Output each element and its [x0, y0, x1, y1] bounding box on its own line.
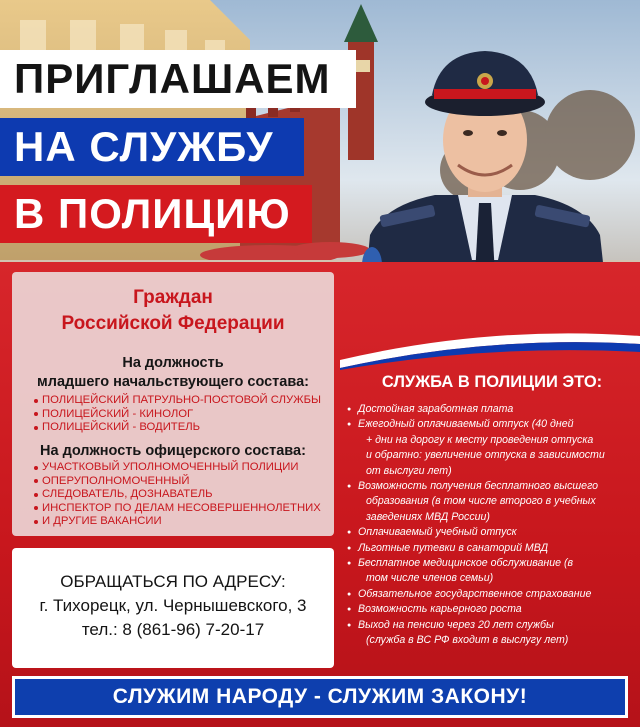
bullet-icon — [34, 399, 38, 403]
list-item: ПОЛИЦЕЙСКИЙ ПАТРУЛЬНО-ПОСТОВОЙ СЛУЖБЫ — [34, 394, 334, 408]
vacancies-panel — [12, 272, 334, 536]
bullet-icon — [34, 426, 38, 430]
list-item: ● Возможность получения бесплатного высшего образования (в том числе второго в учебных заведениях МВД России) — [346, 479, 636, 525]
address-street: г. Тихорецк, ул. Чернышевского, 3 — [39, 596, 307, 615]
headline-line-2: НА СЛУЖБУ — [14, 123, 274, 170]
panel-title-line-1: Граждан — [133, 287, 213, 308]
junior-heading-line-1: На должность — [122, 355, 224, 371]
bullet-icon — [34, 412, 38, 416]
list-item: СЛЕДОВАТЕЛЬ, ДОЗНАВАТЕЛЬ — [34, 488, 334, 502]
list-item: ПОЛИЦЕЙСКИЙ - ВОДИТЕЛЬ — [34, 421, 334, 435]
list-item: ● Выход на пенсию через 20 лет службы (служба в ВС РФ входит в выслугу лет) — [346, 618, 636, 649]
bullet-icon — [34, 466, 38, 470]
bullet-icon — [34, 479, 38, 483]
list-item: ● Достойная заработная плата — [346, 402, 636, 417]
bullet-icon — [34, 520, 38, 524]
junior-positions-list — [34, 394, 334, 435]
list-item: ● Оплачиваемый учебный отпуск — [346, 525, 636, 540]
headline-ribbon-red — [0, 185, 312, 243]
headline-ribbon-blue — [0, 118, 304, 176]
list-item: ИНСПЕКТОР ПО ДЕЛАМ НЕСОВЕРШЕННОЛЕТНИХ — [34, 502, 334, 516]
address-box — [12, 548, 334, 668]
list-item: И ДРУГИЕ ВАКАНСИИ — [34, 515, 334, 529]
flag-wave-decoration — [340, 330, 640, 370]
officer-heading: На должность офицерского состава: — [40, 443, 306, 459]
benefits-heading: СЛУЖБА В ПОЛИЦИИ ЭТО: — [381, 373, 603, 391]
list-item: ● Ежегодный оплачиваемый отпуск (40 дней + дни на дорогу к месту проведения отпуска и обратно: увеличение отпуска в зависимости от выслуги лет) — [346, 417, 636, 479]
slogan-text: СЛУЖИМ НАРОДУ - СЛУЖИМ ЗАКОНУ! — [112, 685, 528, 708]
benefits-list — [346, 402, 636, 649]
address-phone: тел.: 8 (861-96) 7-20-17 — [81, 620, 265, 639]
list-item: ● Льготные путевки в санаторий МВД — [346, 541, 636, 556]
officer-positions-list — [34, 461, 334, 529]
headline-ribbon-white — [0, 50, 356, 108]
panel-title-line-2: Российской Федерации — [61, 313, 285, 334]
headline-line-3: В ПОЛИЦИЮ — [14, 190, 291, 237]
list-item: ● Обязательное государственное страхование — [346, 587, 636, 602]
list-item: ● Бесплатное медицинское обслуживание (в том числе членов семьи) — [346, 556, 636, 587]
bullet-icon — [34, 493, 38, 497]
list-item: ПОЛИЦЕЙСКИЙ - КИНОЛОГ — [34, 408, 334, 422]
list-item: УЧАСТКОВЫЙ УПОЛНОМОЧЕННЫЙ ПОЛИЦИИ — [34, 461, 334, 475]
list-item: ОПЕРУПОЛНОМОЧЕННЫЙ — [34, 475, 334, 489]
list-item: ● Возможность карьерного роста — [346, 602, 636, 617]
slogan-bar — [12, 676, 628, 718]
address-heading: ОБРАЩАТЬСЯ ПО АДРЕСУ: — [60, 572, 286, 591]
junior-heading-line-2: младшего начальствующего состава: — [37, 374, 309, 390]
bullet-icon — [34, 506, 38, 510]
headline-line-1: ПРИГЛАШАЕМ — [14, 55, 331, 102]
